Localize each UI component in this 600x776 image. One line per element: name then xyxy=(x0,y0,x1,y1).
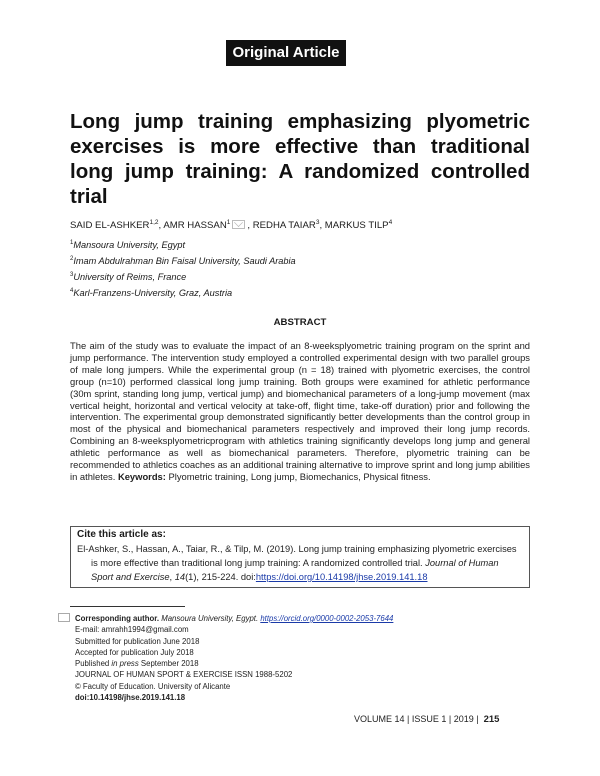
footnote-divider xyxy=(70,606,185,607)
author-name: AMR HASSAN xyxy=(163,220,227,232)
journal-name: Journal of Human Sport and Exercise xyxy=(91,558,499,582)
author-affiliation-mark: 1 xyxy=(226,219,231,226)
author-name: REDHA TAIAR xyxy=(252,220,316,232)
affiliation: $^2$Imam Abdulrahman Bin Faisal University, Saudi Arabia xyxy=(70,256,296,267)
author-name: MARKUS TILP xyxy=(324,220,389,232)
article-type-badge: Original Article xyxy=(226,40,346,66)
journal-volume: 14 xyxy=(174,572,186,582)
author-affiliation-mark: 4 xyxy=(388,219,393,226)
citation-heading: Cite this article as: xyxy=(77,529,166,540)
abstract-heading: ABSTRACT xyxy=(273,317,327,328)
journal-issn: JOURNAL OF HUMAN SPORT & EXERCISE ISSN 1988-5202 xyxy=(75,670,293,680)
correspondence-block xyxy=(75,613,535,703)
abstract-text: The aim of the study was to evaluate the impact of an 8-weeksplyometric training program on the sprint and jump performance. The intervention study employed a controlled experimental design with two parallel groups of male long jumpers. While the experimental group (n = 18) trained with plyometric exercises, the control group (n=10) performed classical long jump training. Both groups were examined for athletic performance (30m sprint, standing long jump, vertical jump) and biomechanical parameters of a long-jump movement (max vertical height, horizontal and vertical velocity at take-off, flight time, take-off duration) prior and following the intervention. The experimental group demonstrated significantly better developments than the control group in most of the physical and biomechanical parameters respectively and improved their long jump records. Combining an 8-weeksplyometricprogram with athletics training significantly develops long jump and general athletic performance as well as biomechanical parameters. Therefore, plyometric training can be recommended to athletics coaches as an additional training alternative to improve sprint and long jump abilities in athletes. xyxy=(70,340,530,482)
issue-pages: (1), 215-224. doi: xyxy=(185,572,256,582)
corresponding-author-label: Corresponding author. xyxy=(75,614,160,623)
author-list: SAID EL-ASHKER$^{1,2}$, AMR HASSAN$^1$ , REDHA TAIAR$^3$, MARKUS TILP$^4$ xyxy=(70,219,393,232)
author-affiliation-mark: 3 xyxy=(315,219,320,226)
abstract-body xyxy=(70,340,530,483)
envelope-icon xyxy=(58,613,70,622)
citation-text: El-Ashker, S., Hassan, A., Taiar, R., & Tilp, M. (2019). Long jump training emphasizing plyometric exercises is more effective than traditional long jump training: A randomized controlled trial. Journal of Human Sport and Exercise, 14(1), 215-224. doi:https://doi.org/10.14198/jhse.2019.141.18 xyxy=(77,544,517,582)
corresponding-location: Mansoura University, Egypt. xyxy=(161,614,259,623)
keywords: Plyometric training, Long jump, Biomechanics, Physical fitness. xyxy=(168,470,431,482)
footer-volume: VOLUME 14 | ISSUE 1 | 2019 | xyxy=(354,714,479,724)
accepted-date: Accepted for publication July 2018 xyxy=(75,647,194,657)
page-number: 215 xyxy=(483,714,500,725)
doi-link[interactable]: https://doi.org/10.14198/jhse.2019.141.18 xyxy=(255,572,428,582)
article-doi: doi:10.14198/jhse.2019.141.18 xyxy=(75,693,186,703)
affiliation: $^4$Karl-Franzens-University, Graz, Austria xyxy=(70,288,233,299)
author-affiliation-mark: 1,2 xyxy=(149,219,159,226)
article-title: Long jump training emphasizing plyometric exercises is more effective than traditional long jump training: A randomized controlled trial xyxy=(70,110,530,208)
affiliation: $^3$University of Reims, France xyxy=(70,272,187,283)
keywords-label: Keywords: xyxy=(117,470,166,482)
citation-body: El-Ashker, S., Hassan, A., Taiar, R., & Tilp, M. (2019). Long jump training emphasizing plyometric exercises is more effective than traditional long jump training: A randomized controlled trial. xyxy=(77,544,517,568)
submitted-date: Submitted for publication June 2018 xyxy=(75,636,200,646)
copyright: © Faculty of Education. University of Alicante xyxy=(75,681,231,691)
published-date: Published in press September 2018 xyxy=(75,659,199,669)
envelope-icon[interactable] xyxy=(232,220,245,229)
affiliation: $^1$Mansoura University, Egypt xyxy=(70,240,185,251)
author-name: SAID EL-ASHKER xyxy=(70,220,150,232)
email: E-mail: amrahh1994@gmail.com xyxy=(75,625,189,635)
orcid-link[interactable]: https://orcid.org/0000-0002-2053-7644 xyxy=(260,614,394,623)
page-footer xyxy=(354,714,499,725)
